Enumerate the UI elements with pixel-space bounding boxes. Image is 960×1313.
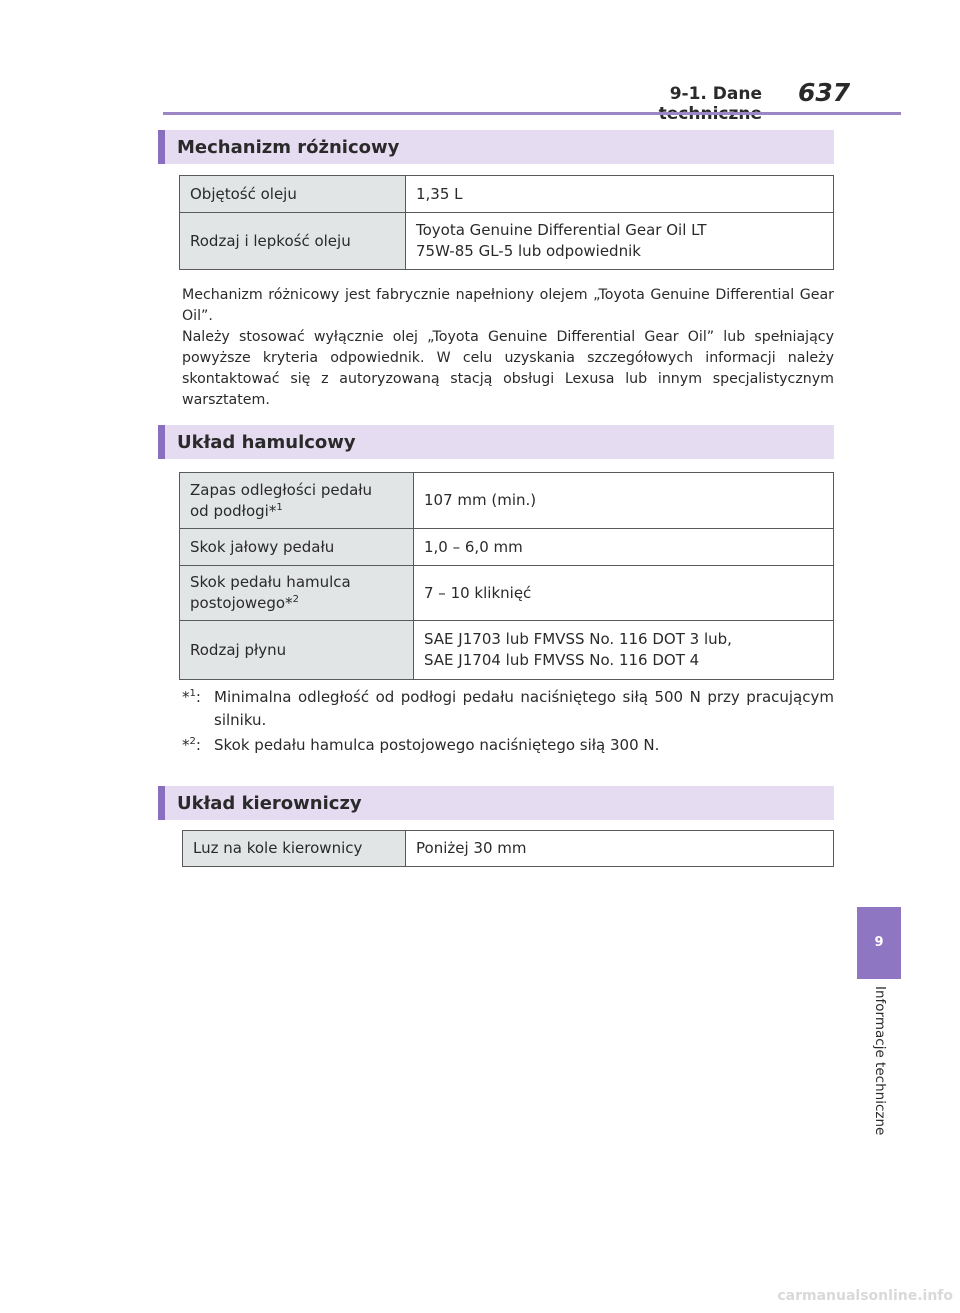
- spec-value: [414, 473, 834, 529]
- table-row: [180, 473, 834, 529]
- footnote-ref: 2: [292, 594, 299, 605]
- table-row: [183, 831, 834, 867]
- differential-spec-table: [179, 175, 834, 270]
- table-row: [180, 621, 834, 680]
- spec-value: Poniżej 30 mm: [406, 831, 834, 867]
- footnote-ref: 1: [276, 501, 283, 513]
- spec-value: 1,0 – 6,0 mm: [414, 529, 834, 566]
- footnote-number: 2: [189, 736, 196, 747]
- footnote-asterisk: *: [182, 736, 190, 754]
- spec-label: [180, 566, 414, 621]
- spec-label: Luz na kole kierownicy: [183, 831, 406, 867]
- section-heading-differential: [158, 130, 834, 164]
- footnote-marker: [182, 734, 214, 757]
- section-title: Mechanizm różnicowy: [177, 137, 400, 158]
- table-row: [180, 213, 834, 270]
- spec-label-line: [190, 593, 403, 614]
- chapter-title: 9-1. Dane: [669, 84, 762, 104]
- section-heading-steering: [158, 786, 834, 820]
- table-row: [180, 529, 834, 566]
- spec-label-text: postojowego*: [190, 594, 293, 612]
- section-title: Układ kierowniczy: [177, 793, 362, 814]
- header-divider: [163, 112, 901, 115]
- watermark: carmanualsonline.info: [777, 1288, 953, 1304]
- page-number: 637: [798, 78, 851, 107]
- spec-label-text: od podłogi*: [190, 501, 277, 520]
- chapter-tab-label-text: Informacje techniczne: [872, 986, 888, 1136]
- section-heading-brakes: [158, 425, 834, 459]
- footnote-1: [182, 686, 834, 732]
- spec-label: Objętość oleju: [180, 176, 406, 213]
- footnote-colon: :: [195, 688, 201, 706]
- footnote-asterisk: *: [182, 688, 190, 706]
- table-row: [180, 176, 834, 213]
- chapter-number: 9: [874, 935, 884, 950]
- spec-label: Skok jałowy pedału: [180, 529, 414, 566]
- spec-value-line: SAE J1703 lub FMVSS No. 116 DOT 3 lub,: [424, 630, 732, 648]
- section-title: Układ hamulcowy: [177, 432, 356, 453]
- steering-spec-table: [182, 830, 834, 867]
- spec-label: Rodzaj i lepkość oleju: [180, 213, 406, 270]
- spec-value-line: Toyota Genuine Differential Gear Oil LT: [416, 221, 707, 239]
- spec-value-line: 75W-85 GL-5 lub odpowiednik: [416, 242, 641, 260]
- chapter-tab[interactable]: [857, 907, 901, 979]
- spec-value-line: 1,35 L: [416, 184, 463, 203]
- footnote-marker: [182, 686, 214, 709]
- spec-label-line: Skok pedału hamulca: [190, 573, 351, 591]
- spec-value: [414, 621, 834, 680]
- footnote-text: Skok pedału hamulca postojowego naciśniętego siłą 300 N.: [214, 736, 660, 754]
- differential-note-1: Mechanizm różnicowy jest fabrycznie napełniony olejem „Toyota Genuine Differential Gear Oil”.: [182, 287, 834, 324]
- footnote-2: [182, 734, 834, 757]
- spec-value-line: 107 mm (min.): [424, 491, 537, 509]
- table-row: [180, 566, 834, 621]
- spec-value: 7 – 10 kliknięć: [414, 566, 834, 621]
- footnote-colon: :: [195, 736, 201, 754]
- chapter-tab-label: [870, 986, 890, 1166]
- differential-note-2: Należy stosować wyłącznie olej „Toyota Genuine Differential Gear Oil” lub spełniający powyższe kryteria odpowiednik. W celu uzyskania szczegółowych informacji należy skontaktować się z autoryzowaną stacją obsługi Lexusa lub innym specjalistycznym warsztatem.: [182, 329, 834, 408]
- spec-label: Rodzaj płynu: [180, 621, 414, 680]
- brakes-spec-table: [179, 472, 834, 680]
- footnote-number: 1: [189, 688, 196, 699]
- spec-label-line: Zapas odległości pedału: [190, 480, 373, 499]
- spec-value: [406, 213, 834, 270]
- spec-value-line: SAE J1704 lub FMVSS No. 116 DOT 4: [424, 651, 700, 669]
- spec-value: [406, 176, 834, 213]
- footnote-text: Minimalna odległość od podłogi pedału naciśniętego siłą 500 N przy pracującym silniku.: [214, 688, 834, 729]
- spec-label-line: [190, 501, 403, 522]
- spec-label: [180, 473, 414, 529]
